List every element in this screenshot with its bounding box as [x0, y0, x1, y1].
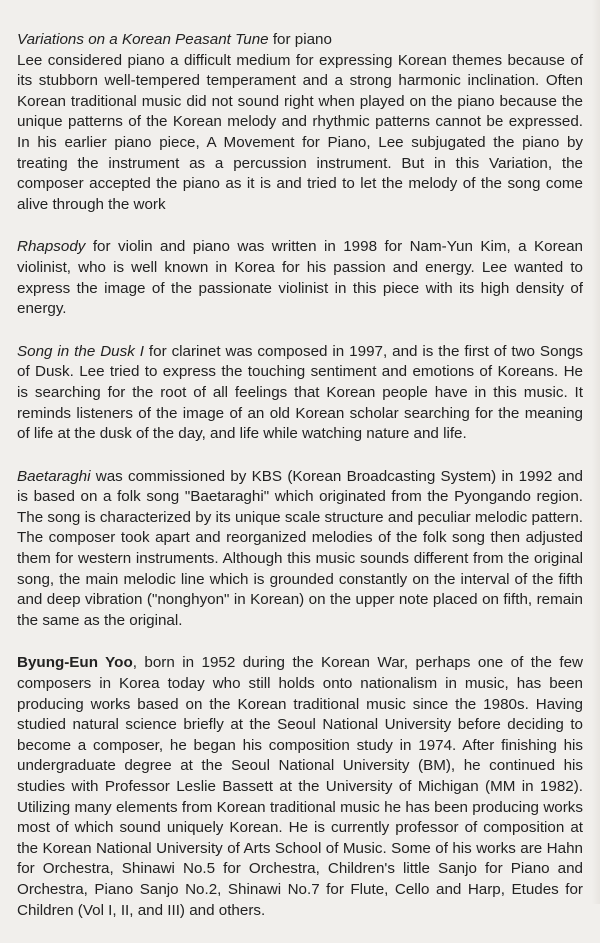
section-composer-bio — [17, 653, 583, 921]
section-body — [17, 342, 583, 445]
section-body — [17, 653, 583, 921]
work-title: Rhapsody — [17, 238, 86, 256]
composer-name: Byung-Eun Yoo — [17, 654, 133, 672]
work-title: Baetaraghi — [17, 467, 91, 485]
section-rhapsody — [17, 237, 583, 319]
section-text: was commissioned by KBS (Korean Broadcasting System) in 1992 and is based on a folk song "Baetaraghi" which originated from the Pyongando region. The song is characterized by its unique scale structure and peculiar melodic pattern. The composer took apart and reorganized melodies of the folk song then adjusted them for western instruments. Although this music sounds different from the original song, the main melodic line which is grounded constantly on the interval of the fifth and deep vibration ("nonghyon" in Korean) on the upper note placed on fifth, remain the same as the original. — [17, 467, 583, 629]
work-instrumentation: for piano — [268, 31, 332, 48]
section-body — [17, 237, 583, 319]
section-baetaraghi — [17, 467, 583, 632]
section-song-in-the-dusk — [17, 342, 583, 445]
section-text: for violin and piano was written in 1998 for Nam-Yun Kim, a Korean violinist, who is well known in Korea for his passion and energy. Lee wanted to express the image of the passionate violinist in this piece with its high density of energy. — [17, 238, 583, 318]
section-body: Lee considered piano a difficult medium for expressing Korean themes because of its stubborn well-tempered temperament and a strong harmonic inclination. Often Korean traditional music did not sound right when played on the piano because the unique patterns of the Korean melody and rhythmic patterns cannot be expressed. In his earlier piano piece, A Movement for Piano, Lee subjugated the piano by treating the instrument as a percussion instrument. But in this Variation, the composer accepted the piano as it is and tried to let the melody of the song come alive through the work — [17, 51, 583, 213]
section-body — [17, 467, 583, 632]
section-text: , born in 1952 during the Korean War, perhaps one of the few composers in Korea today who still holds onto nationalism in music, has been producing works based on the Korean traditional music since the 1980s. Having studied natural science briefly at the Seoul National University before deciding to become a composer, he began his composition study in 1974. After finishing his undergraduate degree at the Seoul National University (BM), he continued his studies with Professor Leslie Bassett at the University of Michigan (MM in 1982). Utilizing many elements from Korean traditional music he has been producing works most of which sound uniquely Korean. He is currently professor of composition at the Korean National University of Arts School of Music. Some of his works are Hahn for Orchestra, Shinawi No.5 for Orchestra, Children's little Sanjo for Piano and Orchestra, Piano Sanjo No.2, Shinawi No.7 for Flute, Cello and Harp, Etudes for Children (Vol I, II, and III) and others. — [17, 654, 583, 919]
work-title: Variations on a Korean Peasant Tune — [17, 31, 269, 48]
page-edge-shadow — [592, 0, 600, 904]
section-heading — [17, 30, 583, 51]
section-text: for clarinet was composed in 1997, and is the first of two Songs of Dusk. Lee tried to express the touching sentiment and emotions of Koreans. He is searching for the root of all feelings that Korean people have in this music. It reminds listeners of the image of an old Korean scholar searching for the meaning of life at the dusk of the day, and life while watching nature and life. — [17, 342, 583, 443]
document-page — [17, 30, 583, 943]
section-variations — [17, 30, 583, 215]
work-title: Song in the Dusk I — [17, 342, 144, 360]
